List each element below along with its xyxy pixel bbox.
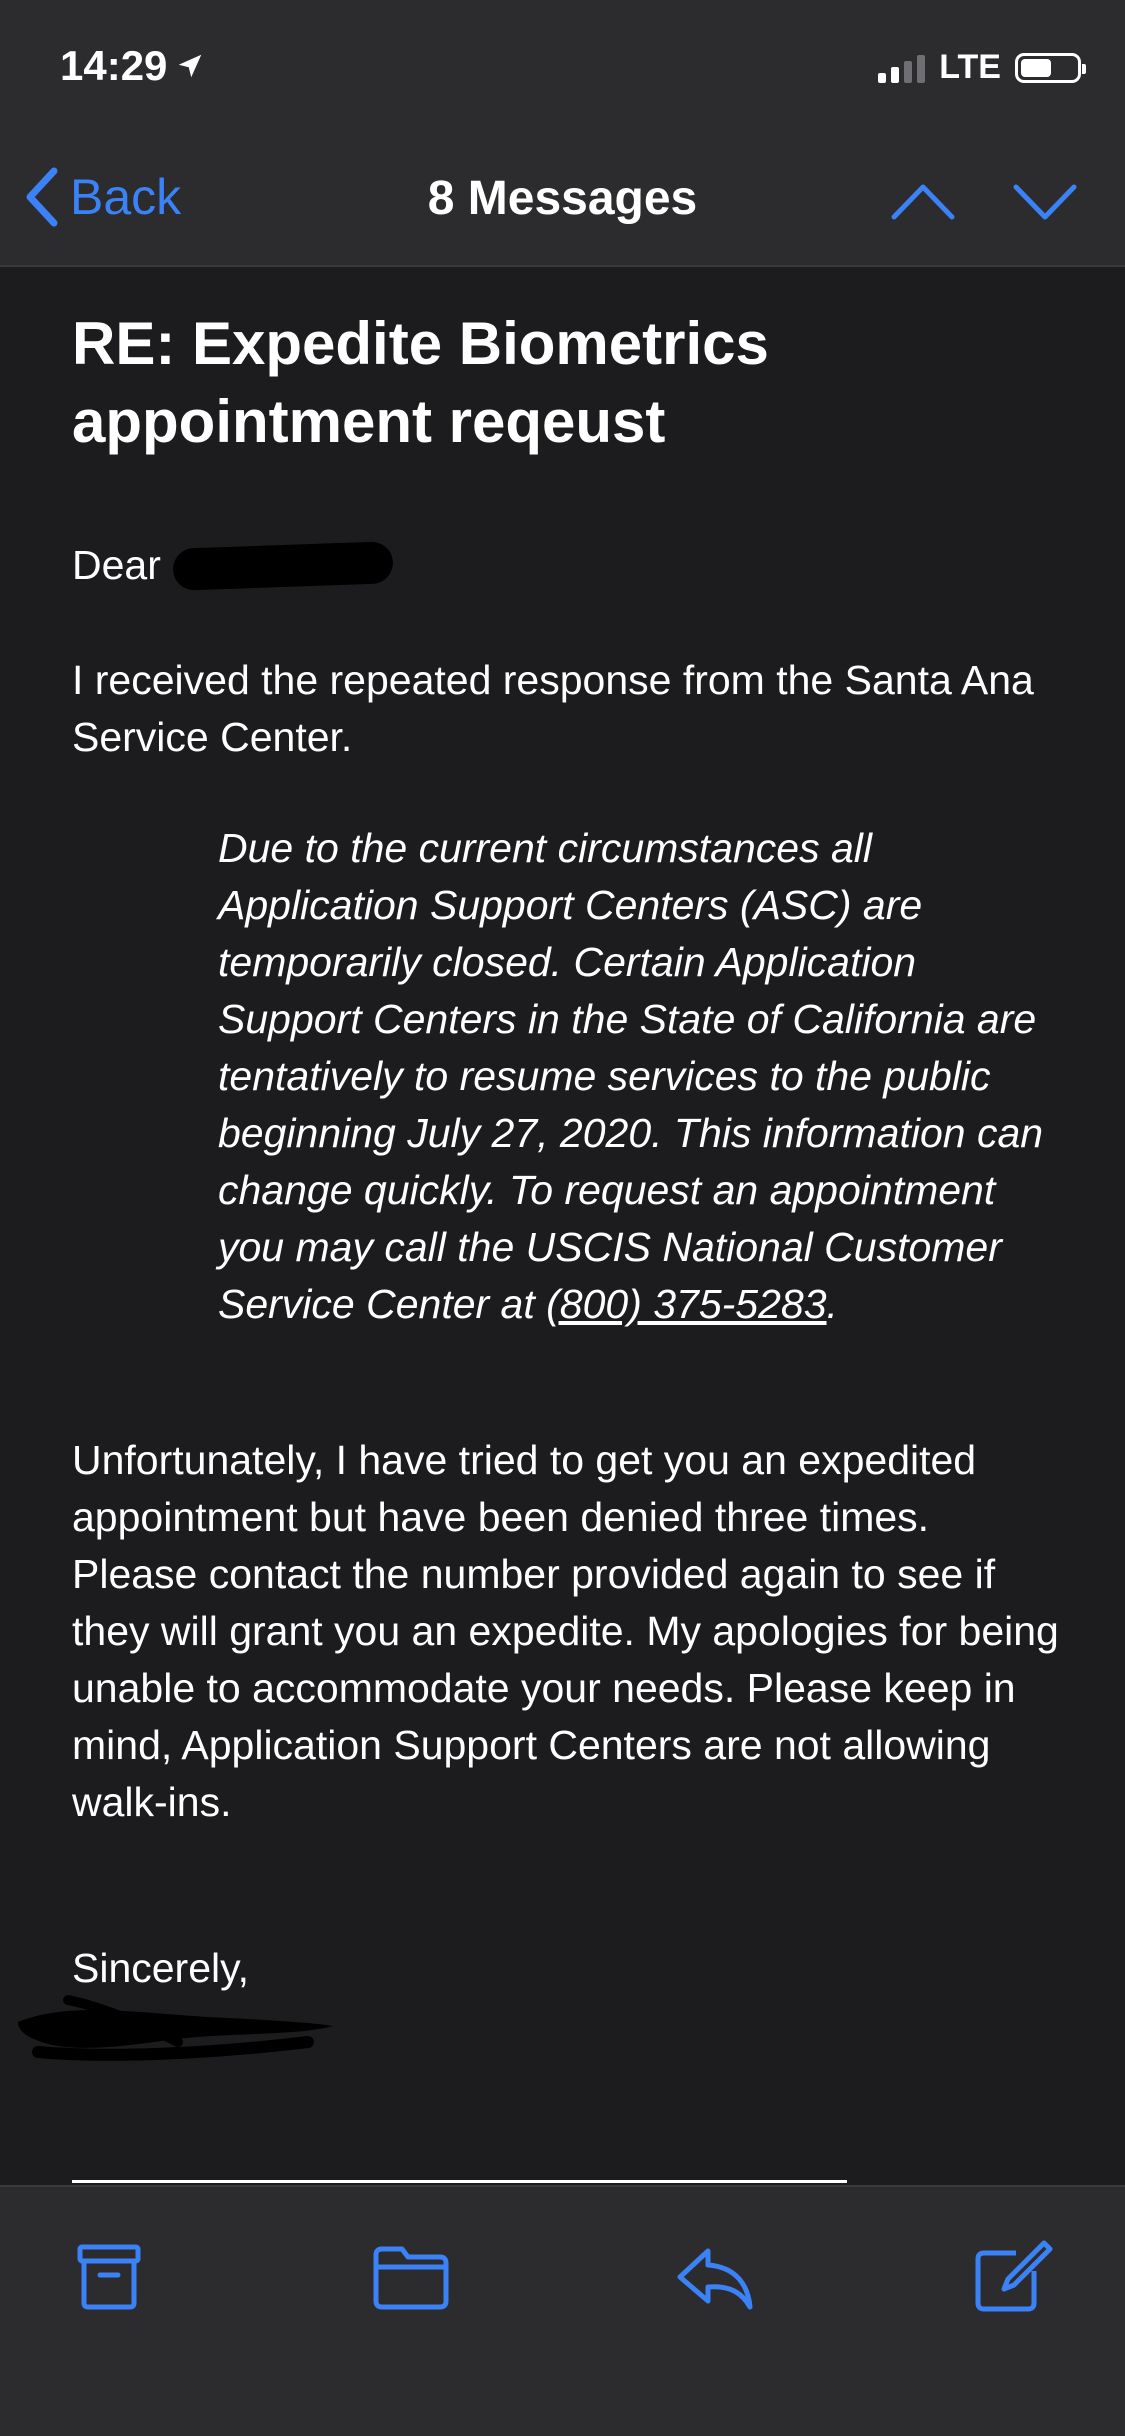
status-time-text: 14:29 (60, 42, 168, 89)
status-indicators (878, 48, 1081, 87)
redacted-name (172, 541, 393, 591)
signal-bars-icon (878, 53, 925, 83)
reply-button[interactable] (672, 2239, 758, 2315)
compose-icon (970, 2239, 1056, 2315)
paragraph-intro: I received the repeated response from the Santa Ana Service Center. (72, 657, 1034, 760)
message-subject: RE: Expedite Biometrics appointment reqeust (72, 310, 769, 455)
back-button-label: Back (70, 169, 182, 225)
status-time (60, 42, 205, 90)
status-bar (0, 0, 1125, 135)
location-arrow-icon (175, 51, 205, 81)
network-type: LTE (939, 48, 1001, 86)
archive-icon (66, 2239, 152, 2315)
battery-icon (1015, 53, 1081, 83)
navigation-bar (0, 135, 1125, 267)
paragraph-body: Unfortunately, I have tried to get you an expedited appointment but have been denied three times. Please contact the number provided again to see if they will grant you an expedite. My apologies for being unable to accommodate your needs. Please keep in mind, Application Support Centers are not allowing walk-ins. (72, 1437, 1059, 1825)
greeting-text: Dear (72, 542, 161, 588)
quoted-response-end: . (826, 1281, 838, 1327)
closing: Sincerely, (72, 1945, 249, 1991)
redacted-signature (8, 1992, 338, 2062)
content-divider (72, 2180, 847, 2183)
reply-icon (672, 2239, 758, 2315)
bottom-toolbar (0, 2185, 1125, 2436)
nav-title: 8 Messages (427, 172, 698, 225)
compose-button[interactable] (970, 2239, 1056, 2315)
folder-icon (368, 2239, 454, 2315)
back-button[interactable] (22, 165, 181, 229)
greeting (72, 537, 1062, 594)
message-content[interactable] (0, 267, 1125, 2185)
chevron-up-icon (888, 173, 958, 229)
quoted-response (218, 820, 1068, 1333)
chevron-down-icon (1010, 173, 1080, 229)
move-to-folder-button[interactable] (368, 2239, 454, 2315)
archive-button[interactable] (66, 2239, 152, 2315)
phone-number-link[interactable]: (800) 375-5283 (546, 1281, 827, 1327)
previous-message-button[interactable] (888, 173, 958, 229)
chevron-left-icon (22, 165, 62, 229)
quoted-response-text: Due to the current circumstances all Application Support Centers (ASC) are temporarily closed. Certain Application Support Centers in the State of California are tentatively to resume services to the public beginning July 27, 2020. This information can change quickly. To request an appointment you may call the USCIS National Customer Service Center at (218, 825, 1044, 1327)
next-message-button[interactable] (1010, 173, 1080, 229)
